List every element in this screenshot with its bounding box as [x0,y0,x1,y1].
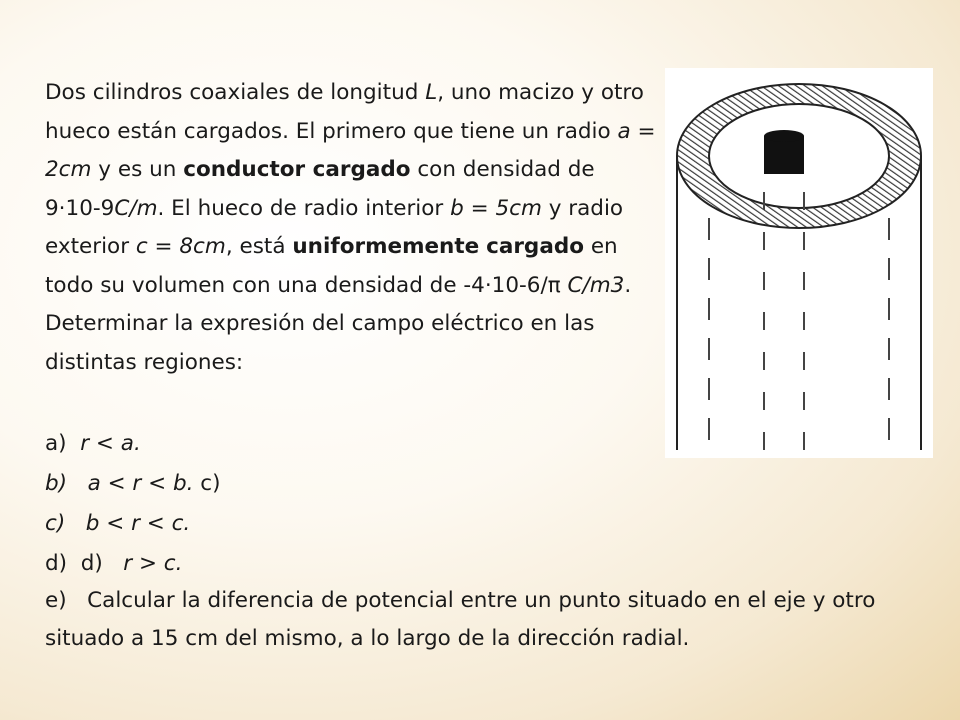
question-label: b) [45,471,68,496]
bold-conductor: conductor cargado [183,157,411,182]
var-length: L [425,80,438,105]
question-text: r < a. [80,431,141,456]
problem-statement [45,74,657,382]
question-text: a < r < b. [87,471,194,496]
question-label-2: d) [80,551,103,576]
solid-conductor-cap [764,130,804,142]
question-text: r > c. [123,551,183,576]
question-extra: c) [200,471,221,496]
text-segment: y radio exterior [45,195,624,259]
question-list [45,424,925,584]
bold-charged: cargado [486,234,584,259]
coaxial-cylinders-diagram [665,68,933,458]
text-segment: Dos cilindros coaxiales de longitud [45,80,426,105]
text-segment: . El hueco de radio interior [157,195,451,221]
question-label: e) [45,588,67,613]
var-radius-c: c = 8cm [135,234,226,259]
text-segment: , uno macizo y otro hueco están cargados. El primero que tiene un radio [45,80,644,144]
text-segment: en todo su volumen con una densidad de -4·10-6/π [45,234,618,298]
question-label: c) [45,511,66,536]
unit-volume-density: C/m3 [567,272,625,298]
question-label: a) [45,431,67,456]
var-radius-b: b = 5cm [450,195,542,221]
coaxial-cylinders-figure [665,68,933,458]
text-segment: , está [225,234,293,259]
text-segment: con densidad de 9·10-9 [45,157,595,221]
bold-uniform: uniformemente [292,234,480,259]
question-a [45,424,925,464]
var-radius-a: a = 2cm [45,118,656,182]
question-d [45,544,925,584]
question-e [45,582,905,658]
question-text: b < r < c. [85,511,191,536]
text-segment: . Determinar la expresión del campo eléctrico en las distintas regiones: [45,272,632,375]
text-segment: y es un [91,157,184,182]
question-label: d) [45,551,68,576]
question-c [45,504,925,544]
question-b [45,464,925,504]
unit-linear-density: C/m [114,195,158,221]
question-text: Calcular la diferencia de potencial entre un punto situado en el eje y otro situado a 15 cm del mismo, a lo largo de la dirección radial. [45,588,876,651]
